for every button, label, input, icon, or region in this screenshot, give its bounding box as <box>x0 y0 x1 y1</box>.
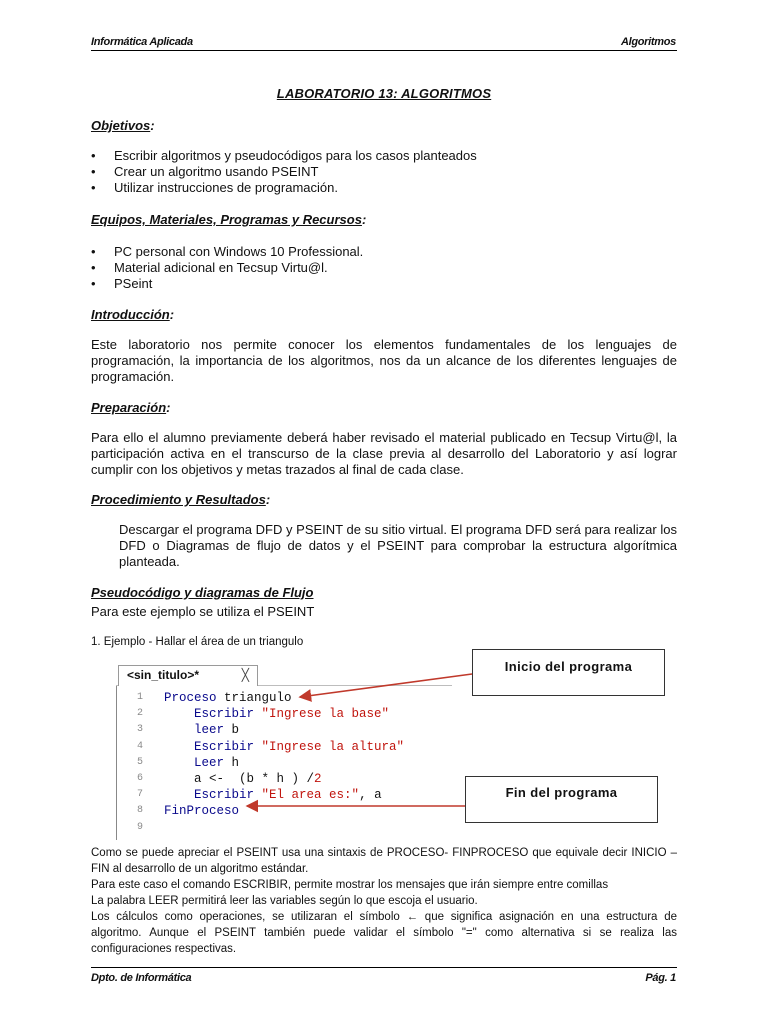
line-number: 6 <box>136 772 143 784</box>
code-token: "Ingrese la base" <box>261 707 390 722</box>
procedimiento-heading: Procedimiento y Resultados: <box>91 492 271 507</box>
page-number: Pág. 1 <box>645 972 676 984</box>
line-number: 4 <box>136 740 143 752</box>
procedimiento-text: Descargar el programa DFD y PSEINT de su sitio virtual. El programa DFD será para realizar los DFD o Diagramas de flujo de datos y el PSEINT para comprobar la estructura algorítmica planteada. <box>119 522 677 569</box>
code-token: Escribir <box>164 739 262 754</box>
code-token: "Ingrese la altura" <box>261 739 405 754</box>
code-token: Escribir <box>164 788 262 803</box>
explanation-line: La palabra LEER permitirá leer las variables según lo que escoja el usuario. <box>91 895 478 907</box>
line-number: 7 <box>136 789 143 801</box>
line-number: 1 <box>136 692 143 703</box>
preparacion-heading: Preparación: <box>91 400 171 415</box>
editor-tab-label: <sin_titulo>* <box>127 668 200 682</box>
page-title: LABORATORIO 13: ALGORITMOS <box>276 86 492 101</box>
list-item: • Crear un algoritmo usando PSEINT <box>91 164 477 180</box>
pseudocodigo-heading: Pseudocódigo y diagramas de Flujo <box>91 585 314 600</box>
code-token: h <box>224 755 240 770</box>
code-token: , a <box>359 788 382 803</box>
objetivos-heading: Objetivos: <box>91 118 155 133</box>
explanation-line: Para este caso el comando ESCRIBIR, permite mostrar los mensajes que irán siempre entre comillas <box>91 879 609 891</box>
code-token: leer <box>164 723 225 738</box>
explanation-line: Los cálculos como operaciones, se utilizaran el símbolo ← que significa asignación en una estructura de algoritmo. Aunque el PSEINT también puede validar el símbolo "=" como alternativa si se realiza las configuraciones respectivas. <box>91 911 677 955</box>
code-token: Proceso <box>164 691 217 705</box>
footer-divider <box>91 967 677 968</box>
list-item: • Escribir algoritmos y pseudocódigos para los casos planteados <box>91 148 477 164</box>
callout-fin: Fin del programa <box>465 776 658 823</box>
footer-left: Dpto. de Informática <box>91 972 192 984</box>
code-token: b <box>224 723 240 738</box>
code-token: triangulo <box>216 691 292 705</box>
example-title: 1. Ejemplo - Hallar el área de un triangulo <box>91 636 304 648</box>
code-token: FinProceso <box>164 804 240 819</box>
close-icon[interactable]: ╳ <box>241 668 249 682</box>
code-token: Leer <box>164 755 225 770</box>
list-item: • Utilizar instrucciones de programación. <box>91 180 477 196</box>
line-number: 3 <box>136 724 143 736</box>
header-left: Informática Aplicada <box>91 36 193 48</box>
line-number: 8 <box>136 805 143 817</box>
code-token: a <- (b * h ) / <box>164 771 315 786</box>
line-number: 5 <box>136 756 143 768</box>
introduccion-text: Este laboratorio nos permite conocer los elementos fundamentales de los lenguajes de programación, la importancia de los algoritmos, nos da un alcance de los diferentes lenguajes de programación. <box>91 337 677 384</box>
code-token: "El area es:" <box>261 788 360 803</box>
line-number: 2 <box>136 708 143 720</box>
code-token: 2 <box>314 771 322 786</box>
list-item: • PC personal con Windows 10 Professional. <box>91 244 363 260</box>
arrow-inicio <box>300 674 472 697</box>
header-right: Algoritmos <box>620 36 676 48</box>
equipos-heading: Equipos, Materiales, Programas y Recursos: <box>91 212 367 227</box>
list-item: • Material adicional en Tecsup Virtu@l. <box>91 260 363 276</box>
explanation-block <box>91 845 677 957</box>
introduccion-heading: Introducción: <box>91 307 175 322</box>
list-item: • PSeint <box>91 276 363 292</box>
explanation-line: Como se puede apreciar el PSEINT usa una sintaxis de PROCESO- FINPROCESO que equivale decir INICIO – FIN al desarrollo de un algoritmo estándar. <box>91 847 677 875</box>
pseudocodigo-intro: Para este ejemplo se utiliza el PSEINT <box>91 604 315 619</box>
code-token: Escribir <box>164 707 262 722</box>
callout-inicio: Inicio del programa <box>472 649 665 696</box>
line-number: 9 <box>136 821 143 833</box>
preparacion-text: Para ello el alumno previamente deberá haber revisado el material publicado en Tecsup Virtu@l, la participación activa en el transcurso de la clase previa al desarrollo del Laboratorio y así lograr cumplir con los objetivos y metas trazados al final de cada clase. <box>91 430 677 477</box>
